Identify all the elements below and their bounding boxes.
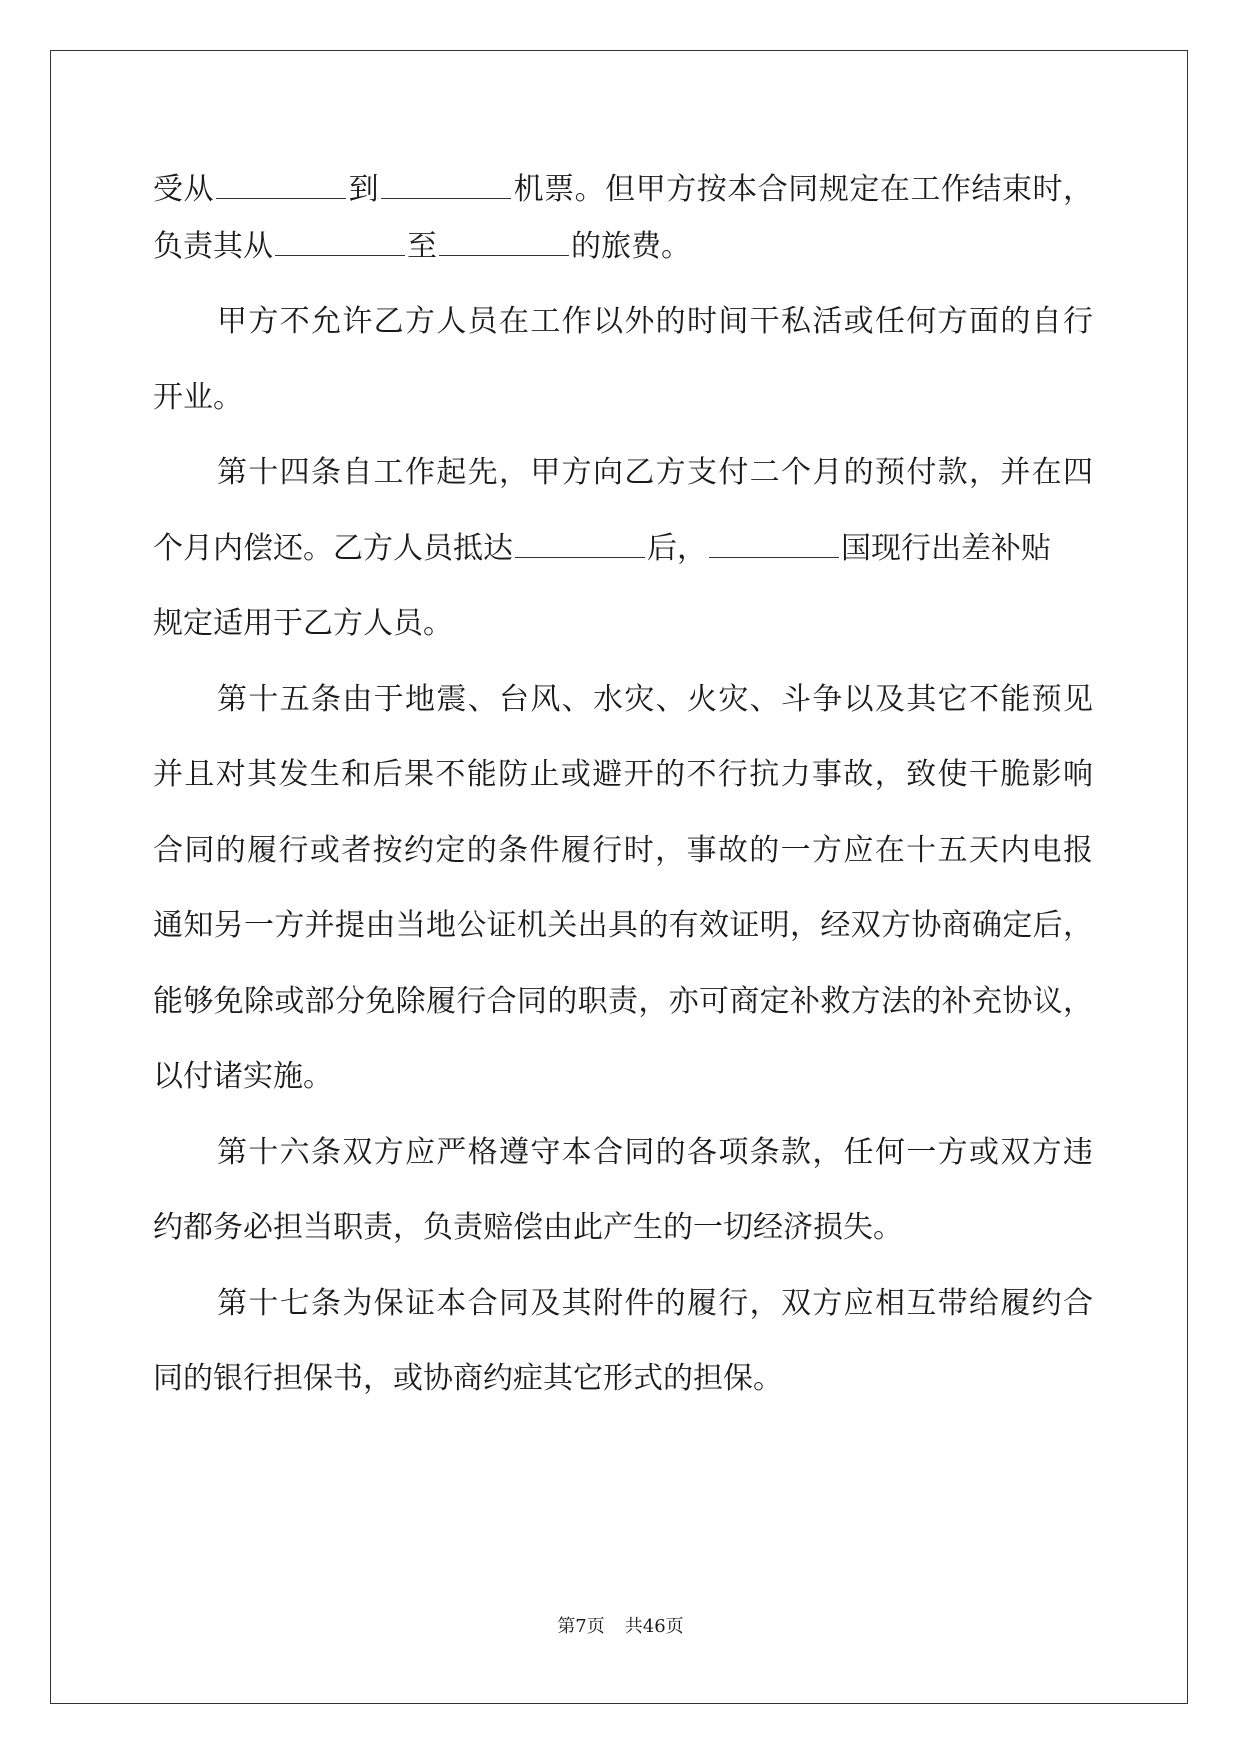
text-line [153,529,1051,569]
page-border [50,50,1188,1704]
page-footer [0,1615,1241,1639]
blank-fill-line [275,233,405,256]
text-segment: 到 [348,172,380,207]
text-line: 同的银行担保书，或协商约症其它形式的担保。 [153,1361,783,1396]
blank-fill-line [709,535,839,558]
page-number-current: 第7页 [557,1616,605,1637]
paragraph-first-line: 第十五条由于地震、台风、水灾、火灾、斗争以及其它不能预见 [217,682,1093,717]
text-segment: 负责其从 [153,229,273,264]
blank-fill-line [439,233,569,256]
text-line: 规定适用于乙方人员。 [153,606,453,641]
page-number-total: 共46页 [624,1616,684,1637]
text-line: 并且对其发生和后果不能防止或避开的不行抗力事故，致使干脆影响 [153,757,1093,792]
text-segment: 至 [407,229,437,264]
text-line: 约都务必担当职责，负责赔偿由此产生的一切经济损失。 [153,1210,903,1245]
text-line [153,170,1093,210]
text-segment: 后， [647,531,707,566]
blank-fill-line [515,535,645,558]
paragraph-first-line: 第十七条为保证本合同及其附件的履行，双方应相互带给履约合 [217,1286,1093,1321]
text-segment: 机票。但甲方按本合同规定在工作结束时， [513,172,1094,207]
text-segment: 受从 [153,172,215,207]
text-segment: 国现行出差补贴 [841,531,1051,566]
paragraph-first-line: 第十六条双方应严格遵守本合同的各项条款，任何一方或双方违 [217,1135,1093,1170]
text-segment: 的旅费。 [571,229,691,264]
text-line: 通知另一方并提由当地公证机关出具的有效证明，经双方协商确定后， [153,908,1093,943]
text-segment: 个月内偿还。乙方人员抵达 [153,531,513,566]
text-line: 开业。 [153,380,243,415]
blank-fill-line [381,176,511,199]
blank-fill-line [216,176,346,199]
paragraph-first-line: 第十四条自工作起先，甲方向乙方支付二个月的预付款，并在四 [217,455,1093,490]
text-line: 能够免除或部分免除履行合同的职责，亦可商定补救方法的补充协议， [153,984,1093,1019]
text-line: 以付诸实施。 [153,1059,333,1094]
text-line [153,227,691,267]
text-line: 合同的履行或者按约定的条件履行时，事故的一方应在十五天内电报 [153,833,1093,868]
paragraph-first-line: 甲方不允许乙方人员在工作以外的时间干私活或任何方面的自行 [217,304,1093,339]
